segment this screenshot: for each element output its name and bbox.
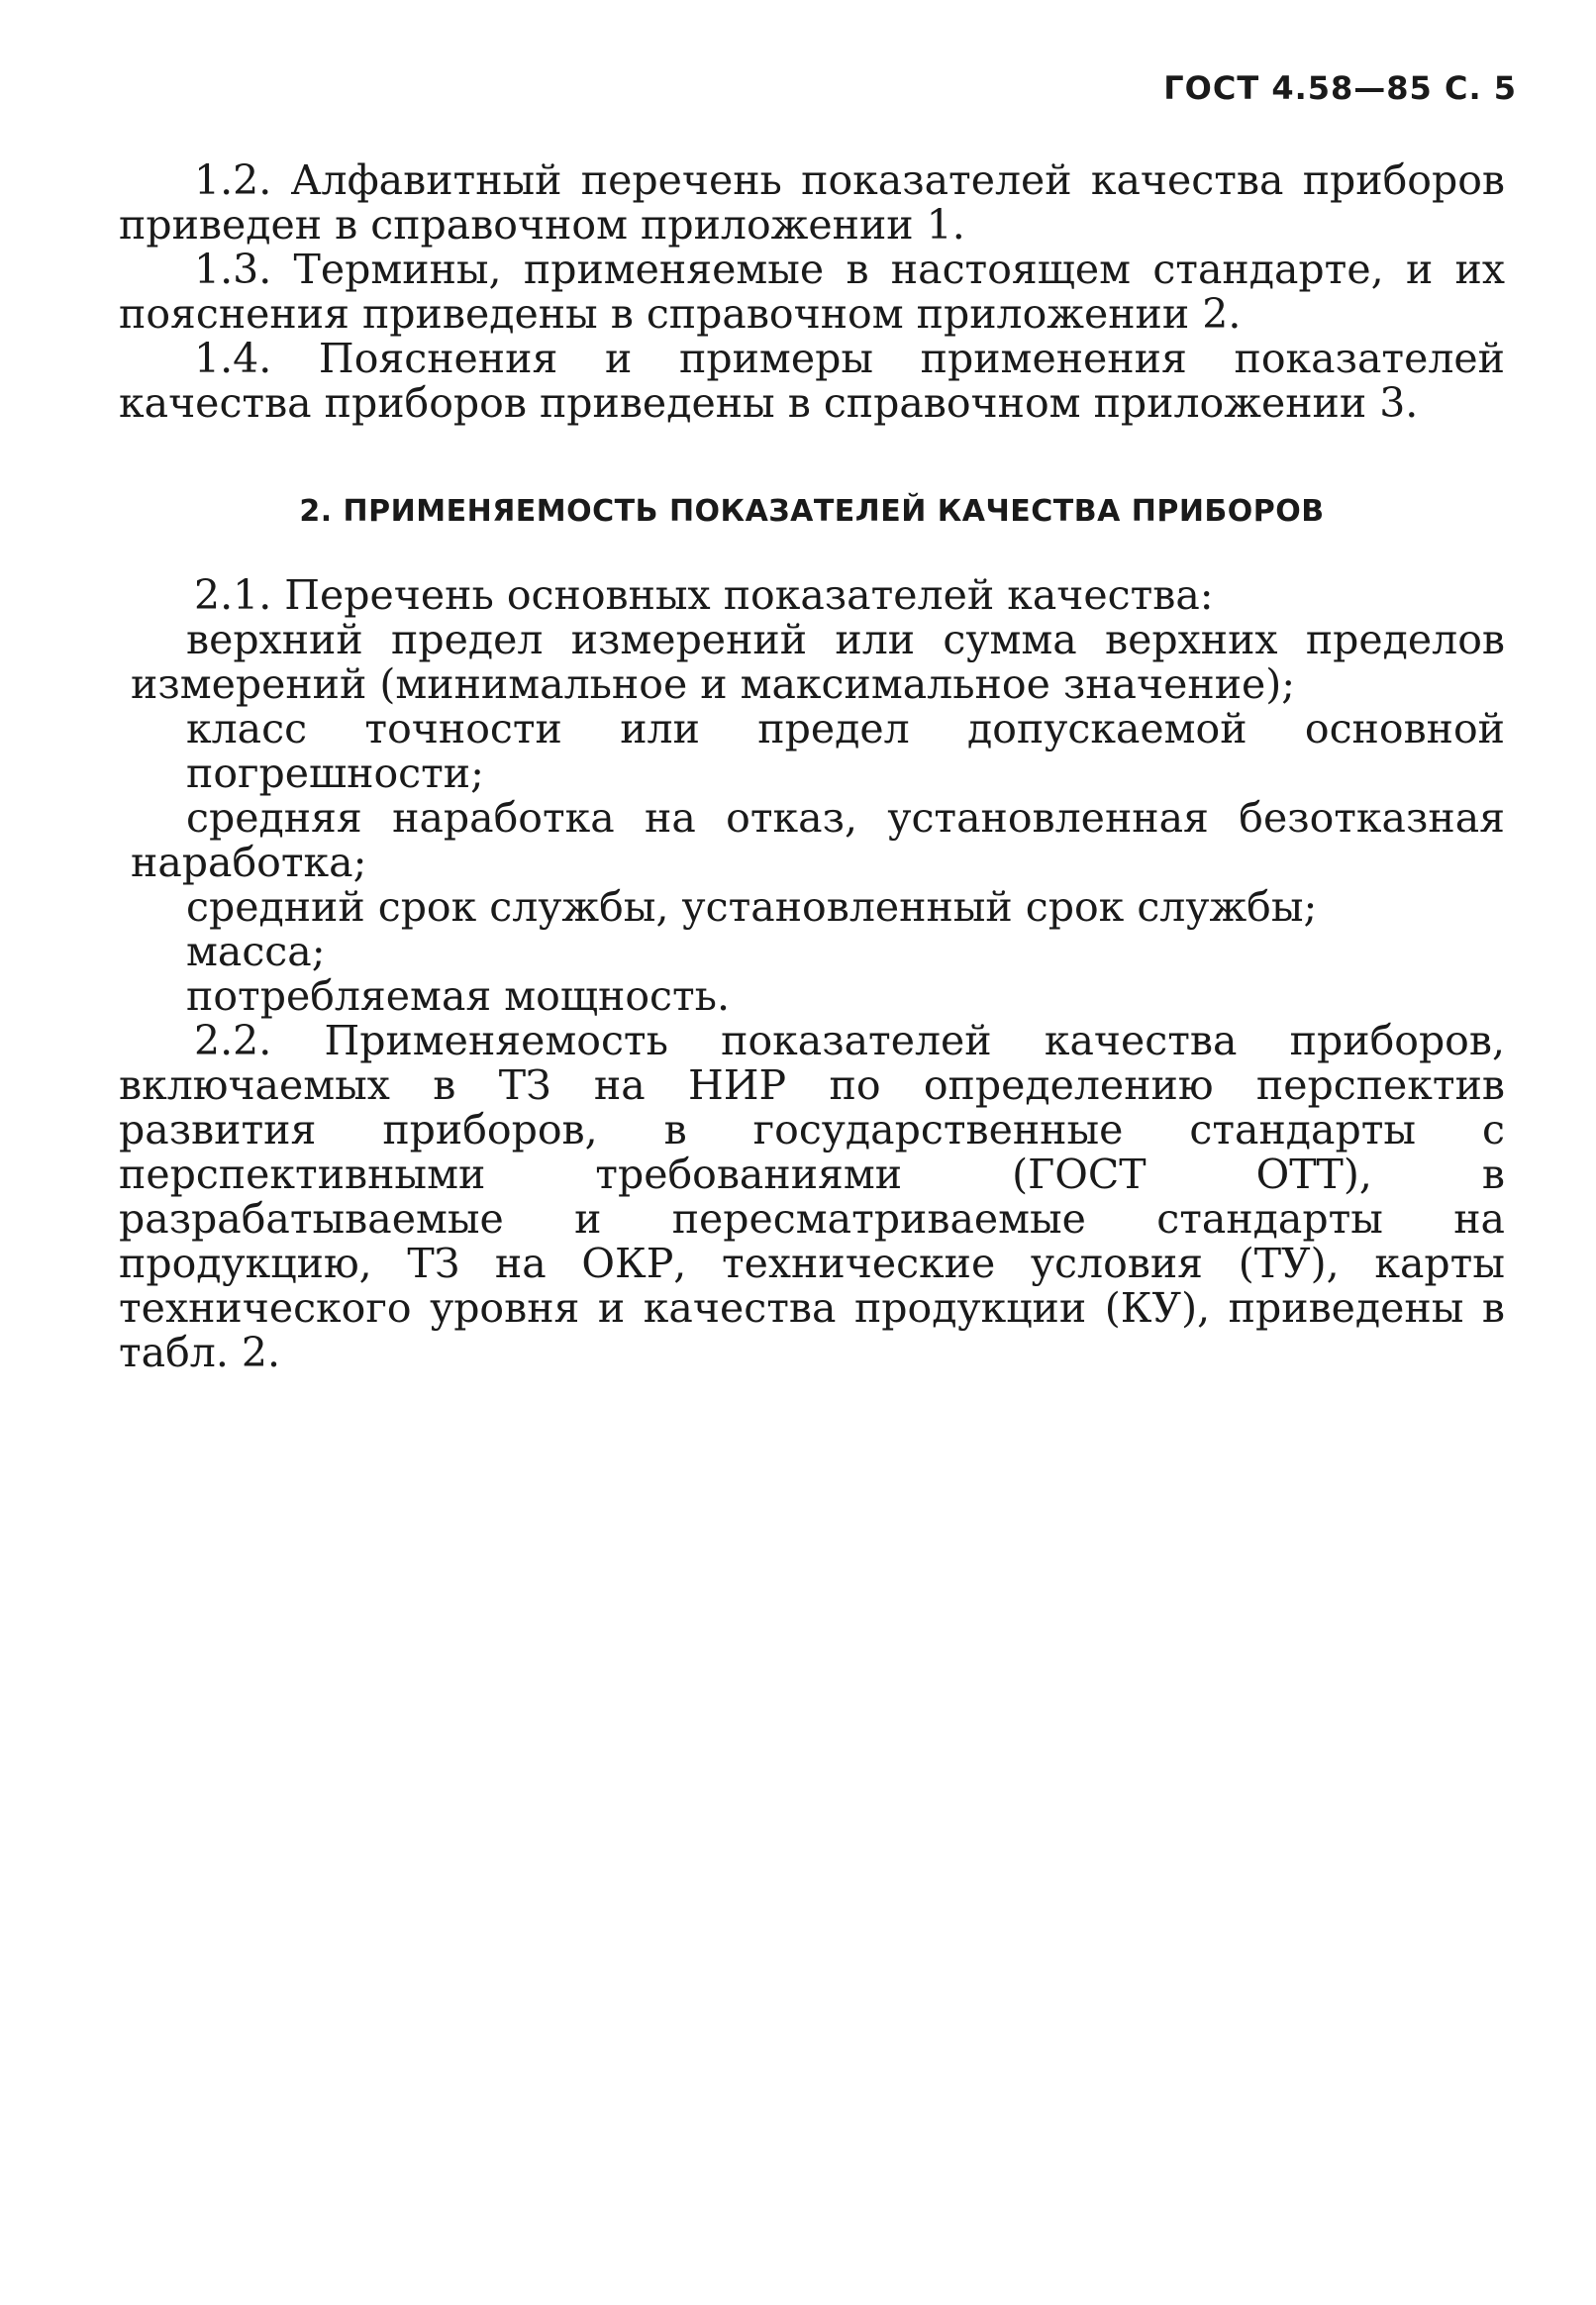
list-item-mass: масса; bbox=[186, 928, 326, 975]
paragraph-2-2: 2.2. Применяемость показателей качества приборов, включаемых в ТЗ на НИР по определению перспектив развития приборов, в государственные стандарты с перспективными требованиями (ГОСТ ОТТ), в разрабатываемые и пересматриваемые стандарты на продукцию, ТЗ на ОКР, технические условия (ТУ), карты технического уровня и качества продукции (КУ), приведены в табл. 2. bbox=[119, 1017, 1505, 1376]
paragraph-1-4: 1.4. Пояснения и примеры применения показателей качества приборов приведены в справочном приложении 3. bbox=[119, 335, 1505, 427]
document-body bbox=[119, 158, 1505, 1375]
list-item-upper-limit: верхний предел измерений или сумма верхних пределов измерений (минимальное и максимальное значение); bbox=[131, 616, 1505, 708]
page-header: ГОСТ 4.58—85 С. 5 bbox=[1163, 69, 1517, 107]
list-item-mtbf: средняя наработка на отказ, установленная безотказная наработка; bbox=[131, 794, 1505, 886]
paragraph-1-2: 1.2. Алфавитный перечень показателей качества приборов приведен в справочном приложении 1. bbox=[119, 156, 1505, 249]
list-item-service-life: средний срок службы, установленный срок службы; bbox=[186, 883, 1318, 931]
paragraph-1-3: 1.3. Термины, применяемые в настоящем стандарте, и их пояснения приведены в справочном приложении 2. bbox=[119, 246, 1505, 338]
paragraph-2-1: 2.1. Перечень основных показателей качества: bbox=[194, 571, 1214, 619]
section-heading: 2. ПРИМЕНЯЕМОСТЬ ПОКАЗАТЕЛЕЙ КАЧЕСТВА ПРИБОРОВ bbox=[299, 494, 1325, 529]
list-item-power: потребляемая мощность. bbox=[186, 972, 730, 1020]
list-item-accuracy-class: класс точности или предел допускаемой основной погрешности; bbox=[186, 705, 1505, 797]
